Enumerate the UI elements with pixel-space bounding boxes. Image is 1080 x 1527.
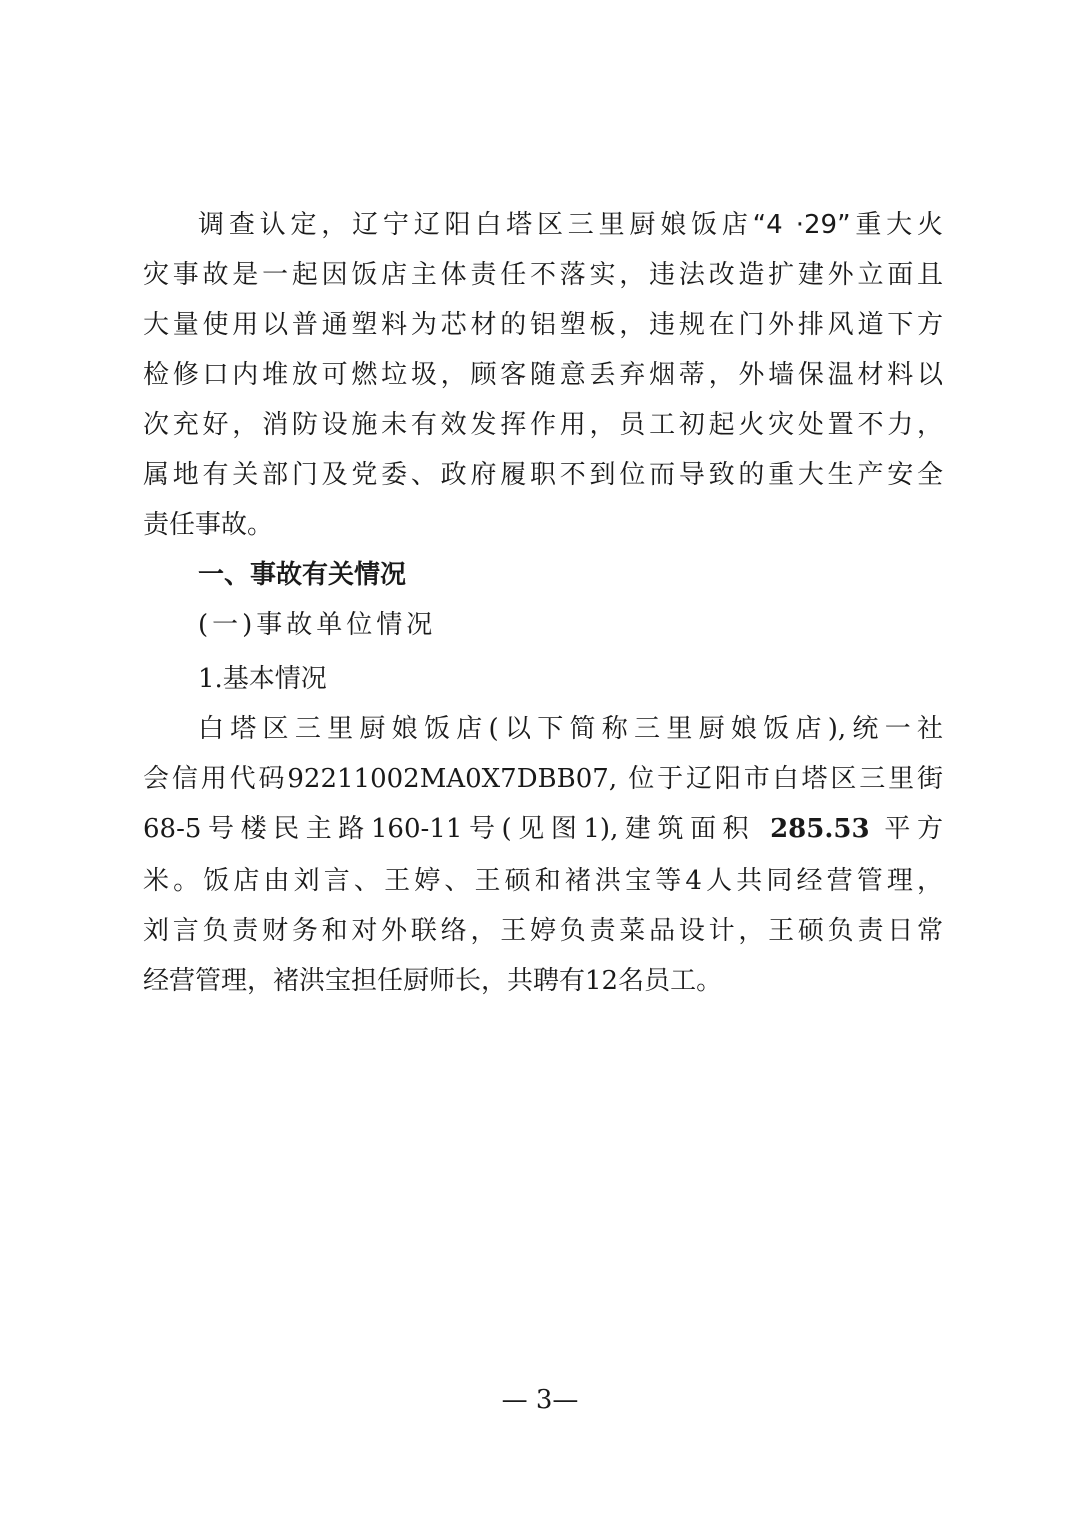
paragraph-line: 会信用代码92211002MA0X7DBB07, 位于辽阳市白塔区三里街	[143, 764, 943, 794]
paragraph-line	[143, 806, 943, 852]
paragraph-line: 属地有关部门及党委、政府履职不到位而导致的重大生产安全	[143, 460, 943, 490]
area-value: 285.53	[770, 814, 870, 844]
paragraph-line: 灾事故是一起因饭店主体责任不落实，违法改造扩建外立面且	[143, 260, 943, 290]
paragraph-line: 大量使用以普通塑料为芯材的铝塑板，违规在门外排风道下方	[143, 310, 943, 340]
text-run: 平方	[869, 814, 944, 844]
paragraph-line: 次充好，消防设施未有效发挥作用，员工初起火灾处置不力，	[143, 410, 943, 440]
paragraph-line: 调查认定，辽宁辽阳白塔区三里厨娘饭店“4 ·29”重大火	[198, 210, 943, 240]
subsection-heading: (一)事故单位情况	[198, 610, 437, 640]
item-heading: 1.基本情况	[198, 664, 327, 694]
text-run: 68-5号楼民主路160-11号(见图1),建筑面积	[143, 814, 771, 844]
paragraph-line: 米。饭店由刘言、王婷、王硕和褚洪宝等4人共同经营管理，	[143, 866, 943, 896]
section-heading: 一、事故有关情况	[198, 560, 407, 590]
paragraph-line: 白塔区三里厨娘饭店(以下简称三里厨娘饭店),统一社	[198, 714, 943, 744]
page-number: — 3—	[501, 1385, 579, 1415]
paragraph-line: 责任事故。	[143, 510, 274, 540]
paragraph-line: 经营管理，褚洪宝担任厨师长，共聘有12名员工。	[143, 966, 723, 996]
paragraph-line: 刘言负责财务和对外联络，王婷负责菜品设计，王硕负责日常	[143, 916, 943, 946]
paragraph-line: 检修口内堆放可燃垃圾，顾客随意丢弃烟蒂，外墙保温材料以	[143, 360, 943, 390]
